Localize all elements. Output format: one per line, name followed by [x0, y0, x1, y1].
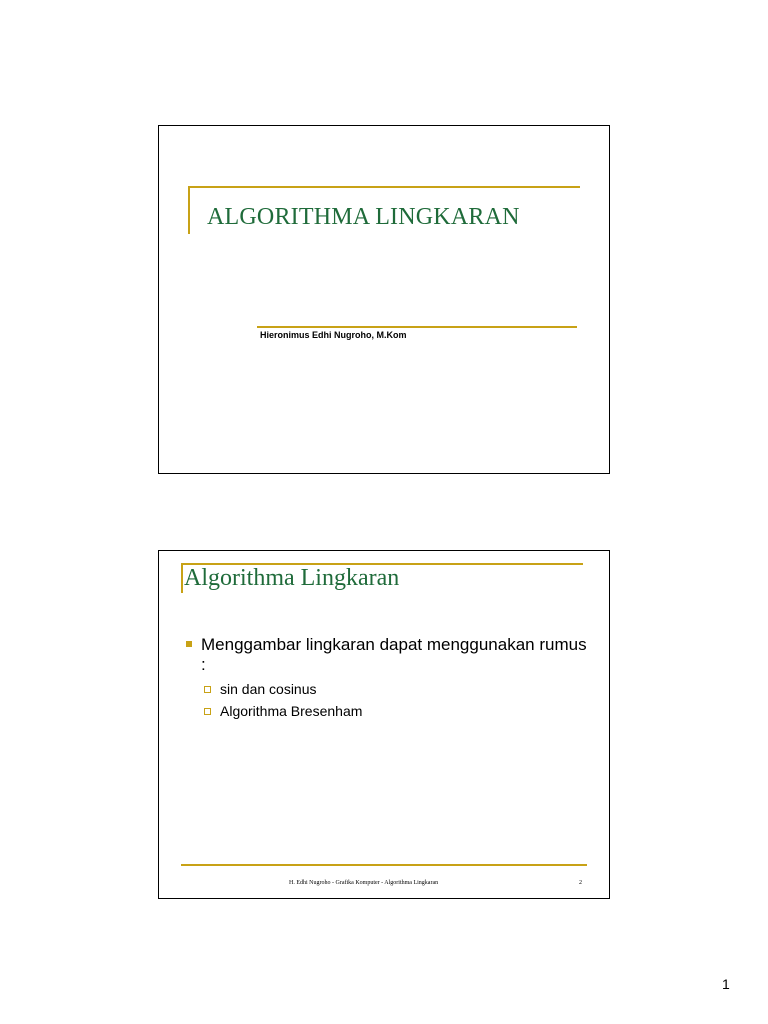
bullet-item — [186, 635, 591, 675]
footer-rule — [181, 864, 587, 866]
slide-footer: H. Edhi Nugroho - Grafika Komputer - Algorithma Lingkaran — [289, 880, 439, 886]
slide-title: Algorithma Lingkaran — [184, 565, 400, 591]
slide-1 — [158, 125, 610, 474]
sub-bullet-item — [204, 703, 362, 720]
slide-number: 2 — [579, 880, 582, 886]
sub-bullet-item — [204, 681, 317, 698]
author-name: Hieronimus Edhi Nugroho, M.Kom — [260, 330, 407, 340]
title-top-rule — [188, 186, 580, 188]
hollow-square-bullet-icon — [204, 708, 211, 715]
title-left-rule — [188, 186, 190, 234]
sub-bullet-text: sin dan cosinus — [220, 681, 317, 697]
hollow-square-bullet-icon — [204, 686, 211, 693]
subtitle-rule — [257, 326, 577, 328]
slide-2 — [158, 550, 610, 899]
gold-square-bullet-icon — [186, 641, 192, 647]
title-left-rule — [181, 563, 183, 593]
page-number: 1 — [722, 976, 730, 992]
sub-bullet-text: Algorithma Bresenham — [220, 703, 363, 719]
slide-title: ALGORITHMA LINGKARAN — [207, 204, 520, 230]
bullet-text: Menggambar lingkaran dapat menggunakan rumus : — [201, 635, 587, 674]
